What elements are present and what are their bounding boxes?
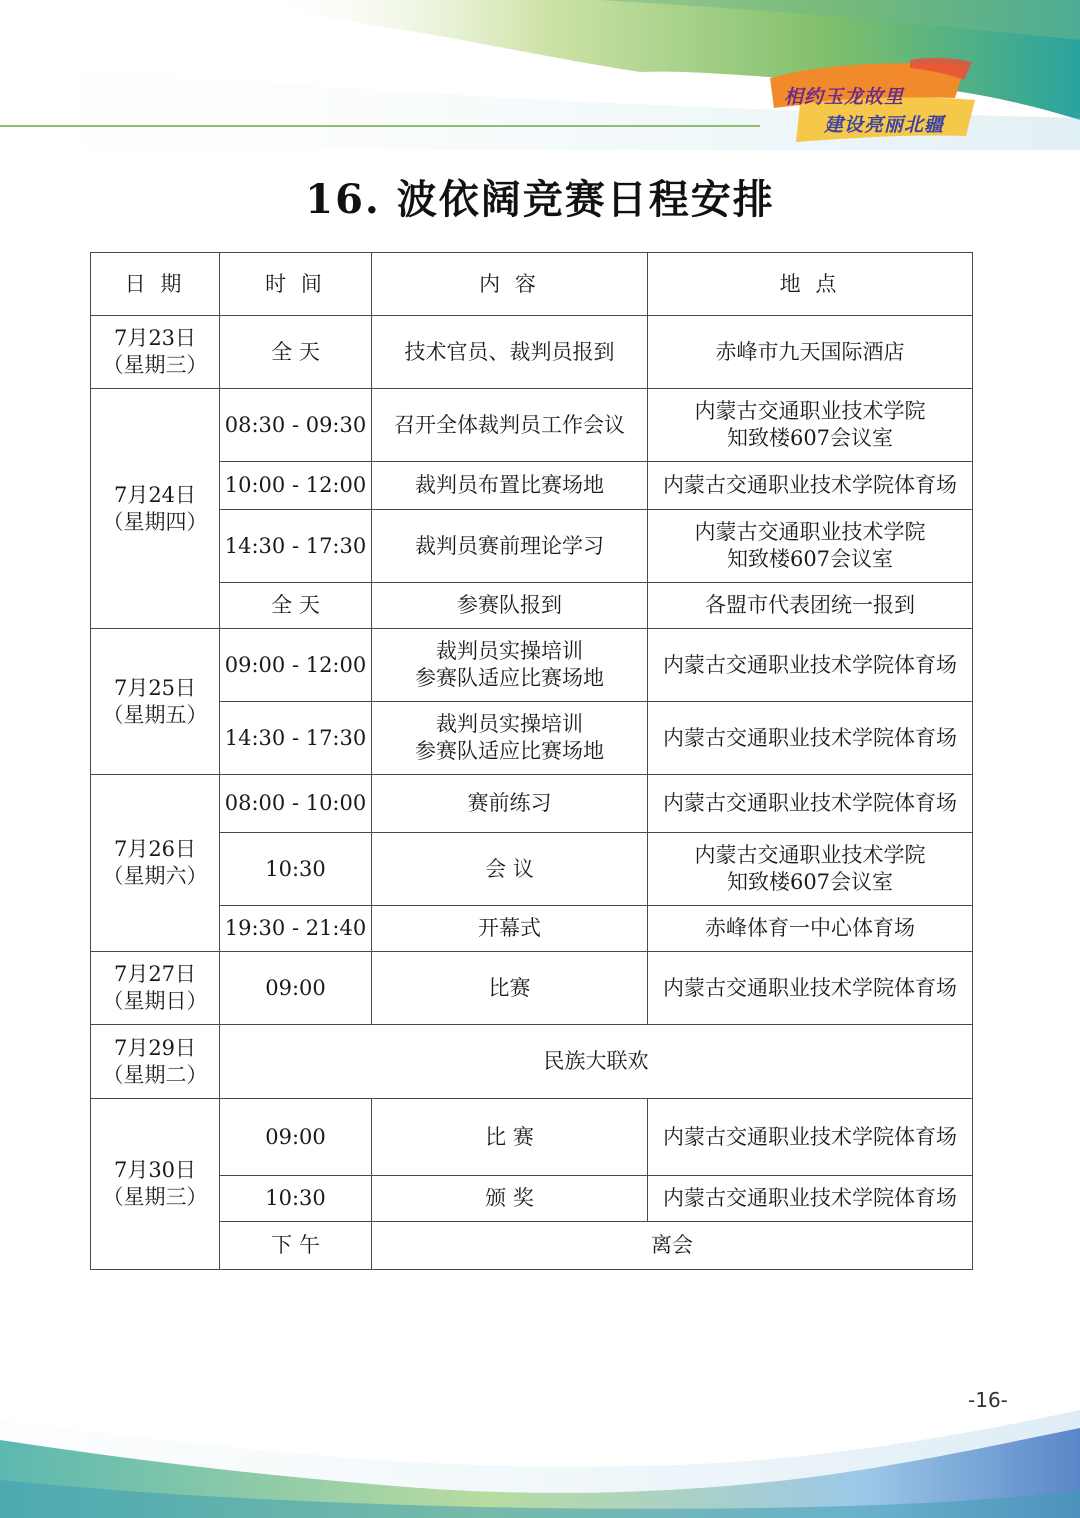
merged-event-cell: 民族大联欢 [220, 1025, 973, 1099]
schedule-table [90, 252, 973, 1270]
content-cell [372, 629, 648, 702]
content-text: 裁判员实操培训 参赛队适应比赛场地 [415, 639, 604, 690]
place-cell: 内蒙古交通职业技术学院体育场 [648, 775, 973, 833]
table-row [91, 389, 973, 462]
time-cell: 10:30 [220, 833, 372, 906]
date-text: 7月25日 （星期五） [102, 675, 208, 727]
time-cell: 19:30 - 21:40 [220, 906, 372, 952]
date-text: 7月23日 （星期三） [102, 326, 208, 377]
content-cell: 开幕式 [372, 906, 648, 952]
content-cell: 赛前练习 [372, 775, 648, 833]
date-cell [91, 1099, 220, 1270]
content-cell: 颁 奖 [372, 1176, 648, 1222]
date-cell [91, 629, 220, 775]
content-cell: 比 赛 [372, 1099, 648, 1176]
place-cell [648, 510, 973, 583]
time-cell: 08:30 - 09:30 [220, 389, 372, 462]
place-cell: 内蒙古交通职业技术学院体育场 [648, 1099, 973, 1176]
date-text: 7月29日 （星期二） [102, 1035, 208, 1087]
header-date: 日 期 [91, 253, 220, 316]
table-row [91, 833, 973, 906]
time-cell: 09:00 [220, 1099, 372, 1176]
place-cell [648, 833, 973, 906]
content-cell: 会 议 [372, 833, 648, 906]
time-cell: 下 午 [220, 1222, 372, 1270]
date-cell [91, 1025, 220, 1099]
table-row [91, 510, 973, 583]
table-row [91, 1025, 973, 1099]
date-cell [91, 316, 220, 389]
content-cell: 裁判员布置比赛场地 [372, 462, 648, 510]
place-text: 内蒙古交通职业技术学院 知致楼607会议室 [694, 843, 926, 894]
place-cell: 赤峰市九天国际酒店 [648, 316, 973, 389]
time-cell: 10:30 [220, 1176, 372, 1222]
slogan-badge [760, 56, 975, 146]
page-title: 16. 波依阔竞赛日程安排 [305, 176, 775, 223]
table-row [91, 775, 973, 833]
place-cell: 内蒙古交通职业技术学院体育场 [648, 702, 973, 775]
time-cell: 全 天 [220, 316, 372, 389]
place-cell: 内蒙古交通职业技术学院体育场 [648, 629, 973, 702]
date-text: 7月30日 （星期三） [102, 1158, 208, 1209]
content-cell: 比赛 [372, 952, 648, 1025]
time-cell: 09:00 [220, 952, 372, 1025]
table-row [91, 316, 973, 389]
place-text: 内蒙古交通职业技术学院 知致楼607会议室 [694, 399, 926, 450]
time-cell: 08:00 - 10:00 [220, 775, 372, 833]
content-cell: 参赛队报到 [372, 583, 648, 629]
date-text: 7月24日 （星期四） [102, 482, 208, 534]
slogan-line-1: 相约玉龙故里 [784, 86, 905, 108]
table-row [91, 702, 973, 775]
table-row [91, 906, 973, 952]
date-cell [91, 389, 220, 629]
table-row [91, 1099, 973, 1176]
merged-event-cell: 离会 [372, 1222, 973, 1270]
place-cell [648, 389, 973, 462]
table-row [91, 583, 973, 629]
content-cell: 召开全体裁判员工作会议 [372, 389, 648, 462]
content-text: 裁判员实操培训 参赛队适应比赛场地 [415, 712, 604, 763]
place-cell: 内蒙古交通职业技术学院体育场 [648, 1176, 973, 1222]
slogan-line-2: 建设亮丽北疆 [824, 114, 945, 136]
content-cell: 裁判员赛前理论学习 [372, 510, 648, 583]
time-cell: 14:30 - 17:30 [220, 510, 372, 583]
date-text: 7月26日 （星期六） [102, 837, 208, 888]
time-cell: 09:00 - 12:00 [220, 629, 372, 702]
page-number: -16- [968, 1388, 1008, 1412]
date-cell [91, 775, 220, 952]
place-cell: 内蒙古交通职业技术学院体育场 [648, 952, 973, 1025]
time-cell: 10:00 - 12:00 [220, 462, 372, 510]
table-row [91, 952, 973, 1025]
place-cell: 赤峰体育一中心体育场 [648, 906, 973, 952]
table-row [91, 1222, 973, 1270]
place-cell: 各盟市代表团统一报到 [648, 583, 973, 629]
header-place: 地 点 [648, 253, 973, 316]
table-row [91, 462, 973, 510]
table-row [91, 1176, 973, 1222]
date-cell [91, 952, 220, 1025]
time-cell: 14:30 - 17:30 [220, 702, 372, 775]
place-cell: 内蒙古交通职业技术学院体育场 [648, 462, 973, 510]
content-cell: 技术官员、裁判员报到 [372, 316, 648, 389]
date-text: 7月27日 （星期日） [102, 962, 208, 1013]
bottom-decoration [0, 1380, 1080, 1518]
time-cell: 全 天 [220, 583, 372, 629]
table-row [91, 629, 973, 702]
place-text: 内蒙古交通职业技术学院 知致楼607会议室 [694, 520, 926, 571]
content-cell [372, 702, 648, 775]
header-content: 内 容 [372, 253, 648, 316]
header-time: 时 间 [220, 253, 372, 316]
table-header-row [91, 253, 973, 316]
